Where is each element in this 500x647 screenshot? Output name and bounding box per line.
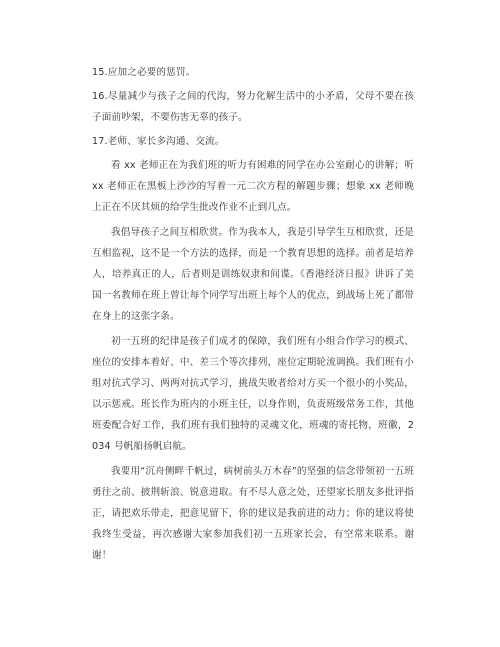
paragraph-item-15: 15.应加之必要的惩罚。 (92, 67, 196, 78)
document-body (92, 62, 414, 566)
paragraph-discipline: 初一五班的纪律是孩子们成才的保障，我们班有小组合作学习的模式、座位的安排本着好、中、差三个等次排列，座位定期轮流调换。我们班有小组对抗式学习、两两对抗式学习，挑战失败者给对方买一个很小的小奖品，以示惩戒。班长作为班内的小班主任，以身作则，负责班级常务工作，其他班委配合好工作，我们班有我们独特的灵魂文化，班魂的寄托物，班徽，2034 号帆船扬帆启航。 (92, 336, 414, 452)
paragraph-item-16: 16.尽量减少与孩子之间的代沟，努力化解生活中的小矛盾，父母不要在孩子面前吵架，不要伤害无辜的孩子。 (92, 91, 414, 123)
paragraph-closing: 我要用“沉舟侧畔千帆过，病树前头万木春”的坚强的信念带领初一五班勇往之前、披荆斩浪、锐意进取。有不尽人意之处，还望家长朋友多批评指正，请把欢乐带走，把意见留下，你的建议是我前进的动力；你的建议将使我终生受益，再次感谢大家参加我们初一五班家长会，有空常来联系。谢谢！ (92, 466, 414, 561)
paragraph-item-17: 17.老师、家长多沟通、交流。 (92, 136, 225, 147)
paragraph-appreciation: 我倡导孩子之间互相欣赏。作为我本人，我是引导学生互相欣赏，还是互相监视，这不是一个方法的选择，而是一个教育思想的选择。前者是培养人，培养真正的人，后者则是训练奴隶和间谍。《香港经济日报》讲诉了美国一名教师在班上曾让每个同学写出班上每个人的优点，到战场上死了都带在身上的这张字条。 (92, 227, 414, 322)
paragraph-teachers: 看 xx 老师正在为我们班的听力有困难的同学在办公室耐心的讲解；听 xx 老师正在黑板上沙沙的写着一元二次方程的解题步骤；想象 xx 老师晚上正在不厌其烦的给学生批改作业不止到几点。 (92, 160, 414, 213)
